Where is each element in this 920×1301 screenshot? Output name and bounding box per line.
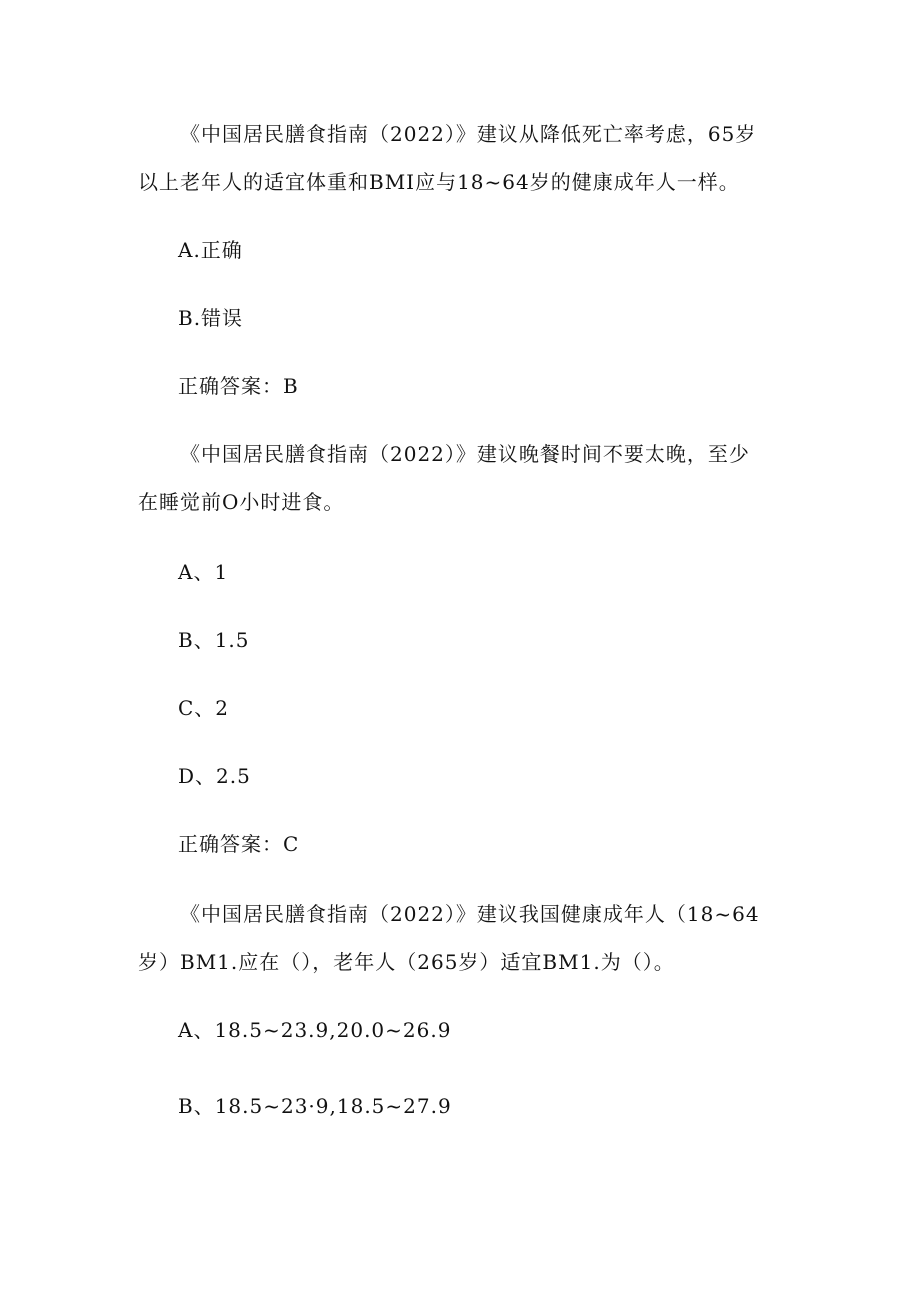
question-2-option-a: A、1 — [178, 560, 229, 584]
question-2-answer: 正确答案：C — [178, 832, 300, 856]
question-1-option-a: A.正确 — [178, 238, 243, 262]
question-2-option-d: D、2.5 — [178, 764, 251, 788]
question-2-stem-line-2: 在睡觉前O小时进食。 — [138, 490, 345, 514]
question-3-stem-line-1: 《中国居民膳食指南（2022）》建议我国健康成年人（18~64 — [180, 902, 760, 926]
question-2-option-c: C、2 — [178, 696, 230, 720]
question-1-option-b: B.错误 — [178, 306, 244, 330]
question-3-stem-line-2: 岁）BM1.应在（），老年人（265岁）适宜BM1.为（）。 — [138, 950, 675, 974]
question-3-option-b: B、18.5~23·9,18.5~27.9 — [178, 1094, 452, 1118]
question-2-stem-line-1: 《中国居民膳食指南（2022）》建议晚餐时间不要太晚，至少 — [180, 442, 750, 466]
question-1-answer: 正确答案：B — [178, 374, 299, 398]
question-3-option-a: A、18.5~23.9,20.0~26.9 — [178, 1018, 452, 1042]
question-1-stem-line-2: 以上老年人的适宜体重和BMI应与18~64岁的健康成年人一样。 — [138, 170, 740, 194]
question-2-option-b: B、1.5 — [178, 628, 250, 652]
question-1-stem-line-1: 《中国居民膳食指南（2022）》建议从降低死亡率考虑，65岁 — [180, 122, 757, 146]
